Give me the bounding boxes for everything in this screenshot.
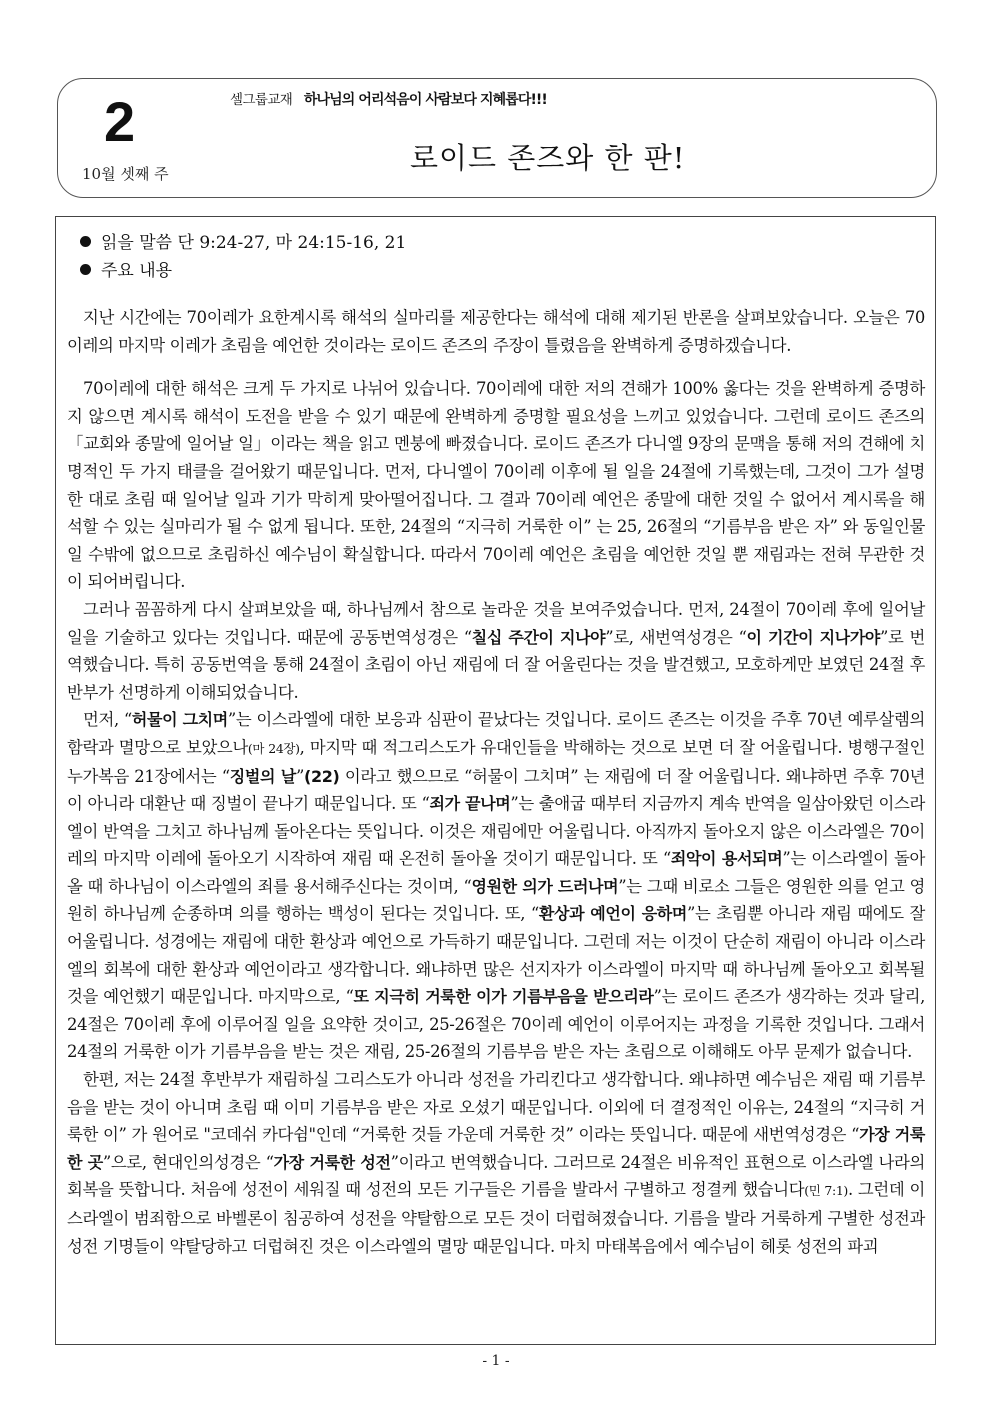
summary-line <box>80 256 172 281</box>
bullet-icon <box>80 236 91 247</box>
paragraph <box>67 706 925 1066</box>
paragraph-text: ”는 초림뿐 아니라 재림 때에도 잘 어울립니다. 성경에는 재림에 대한 환상과 예언으로 가득하기 때문입니다. 그런데 저는 이것이 단순히 재림이 아니라 이스라엘의 회복에 대한 환상과 예언이라고 생각합니다. 왜냐하면 많은 선지자가 이스라엘이 마지막 때 하나님께 돌아오고 회복될 것을 예언했기 때문입니다. 마지막으로, “ <box>67 904 925 1007</box>
paragraph-text: ” <box>295 766 304 786</box>
emphasis-text: 징벌의 날 <box>229 766 296 786</box>
reading-line <box>80 228 406 253</box>
emphasis-text: 가장 거룩한 곳 <box>67 1125 925 1172</box>
week-label: 10월 셋째 주 <box>82 165 169 183</box>
emphasis-text: 칠십 주간이 지나야 <box>471 627 606 647</box>
paragraph-text: 그러나 꼼꼼하게 다시 살펴보았을 때, 하나님께서 참으로 놀라운 것을 보여주었습니다. 먼저, 24절이 70이레 후에 일어날 일을 기술하고 있다는 것입니다. 때문에 공동번역성경은 “ <box>67 599 925 647</box>
paragraph <box>67 375 925 596</box>
paragraph-text: ”는 이스라엘이 돌아올 때 하나님이 이스라엘의 죄를 용서해주신다는 것이며, “ <box>67 849 925 896</box>
emphasis-text: 죄악이 용서되며 <box>670 849 783 869</box>
paragraph <box>67 596 925 706</box>
reading-refs: 단 9:24-27, 마 24:15-16, 21 <box>177 233 407 253</box>
paragraph-text: ”는 그때 비로소 그들은 영원한 의를 얻고 영원히 하나님께 순종하며 의를 행하는 백성이 된다는 것입니다. 또, “ <box>67 876 925 924</box>
paragraph-text: ”으로, 현대인의성경은 “ <box>102 1152 274 1172</box>
paragraph-text: 먼저, “ <box>83 710 132 730</box>
emphasis-text: 또 지극히 거룩한 이가 기름부음을 받으리라 <box>353 987 654 1007</box>
paragraph-text: ”로, 새번역성경은 “ <box>605 627 747 647</box>
body-text <box>67 304 925 1260</box>
emphasis-text: 허물이 그치며 <box>131 710 228 730</box>
paragraph-text: 이라고 했으므로 “허물이 그치며” 는 재림에 더 잘 어울립니다. 왜냐하면 주후 70년이 아니라 대환난 때 징벌이 끝나기 때문입니다. 또 “ <box>67 766 925 814</box>
series-label: 셀그룹교재 <box>230 92 293 108</box>
bullet-icon <box>80 264 91 275</box>
emphasis-text: (22) <box>303 766 340 786</box>
reading-label: 읽을 말씀 <box>101 233 173 253</box>
page-number: - 1 - <box>482 1353 510 1369</box>
emphasis-text: 환상과 예언이 응하며 <box>538 904 688 924</box>
emphasis-text: 죄가 끝나며 <box>429 794 511 814</box>
emphasis-text: 이 기간이 지나가야 <box>746 627 881 647</box>
emphasis-text: 가장 거룩한 성전 <box>273 1152 391 1172</box>
paragraph-text: 70이레에 대한 해석은 크게 두 가지로 나뉘어 있습니다. 70이레에 대한 저의 견해가 100% 옳다는 것을 완벽하게 증명하지 않으면 계시록 해석이 도전을 받을 수 있기 때문에 완벽하게 증명할 필요성을 느끼고 있었습니다. 그런데 로이드 존즈의「교회와 종말에 일어날 일」이라는 책을 읽고 멘붕에 빠졌습니다. 로이드 존즈가 다니엘 9장의 문맥을 통해 저의 견해에 치명적인 두 가지 태클을 걸어왔기 때문입니다. 먼저, 다니엘이 70이레 이후에 될 일을 24절에 기록했는데, 그것이 그가 설명한 대로 초림 때 일어날 일과 기가 막히게 맞아떨어집니다. 그 결과 70이레 예언은 종말에 대한 것일 수 없어서 계시록을 해석할 수 있는 실마리가 될 수 없게 됩니다. 또한, 24절의 “지극히 거룩한 이” 는 25, 26절의 “기름부음 받은 자” 와 동일인물일 수밖에 없으므로 초림하신 예수님이 확실합니다. 따라서 70이레 예언은 초림을 예언한 것일 뿐 재림과는 전혀 무관한 것이 되어버립니다. <box>67 379 925 592</box>
paragraph-text: ”로 번역했습니다. 특히 공동번역을 통해 24절이 초림이 아닌 재림에 더 잘 어울린다는 것을 발견했고, 모호하게만 보였던 24절 후반부가 선명하게 이해되었습니다. <box>67 627 925 702</box>
series-line <box>230 88 547 109</box>
paragraph-text: , 마지막 때 적그리스도가 유대인들을 박해하는 것으로 보면 더 잘 어울립니다. 병행구절인 누가복음 21장에서는 “ <box>67 737 925 786</box>
page-title: 로이드 존즈와 한 판! <box>410 141 686 175</box>
series-slogan: 하나님의 어리석음이 사람보다 지혜롭다!!! <box>303 92 547 108</box>
paragraph-text: 한편, 저는 24절 후반부가 재림하실 그리스도가 아니라 성전을 가리킨다고 생각합니다. 왜냐하면 예수님은 재림 때 기름부음을 받는 것이 아니며 초림 때 이미 기름부음 받은 자로 오셨기 때문입니다. 이외에 더 결정적인 이유는, 24절의 “지극히 거룩한 이” 가 원어로 "코데쉬 카다쉼"인데 “거룩한 것들 가운데 거룩한 것” 이라는 뜻입니다. 때문에 새번역성경은 “ <box>67 1070 925 1145</box>
paragraph-text: ”는 출애굽 때부터 지금까지 계속 반역을 일삼아왔던 이스라엘이 반역을 그치고 하나님께 돌아온다는 뜻입니다. 이것은 재림에만 어울립니다. 아직까지 돌아오지 않은 이스라엘은 70이레의 마지막 이레에 돌아오기 시작하여 재림 때 온전히 돌아올 것이기 때문입니다. 또 “ <box>67 794 925 869</box>
paragraph-text: ”는 로이드 존즈가 생각하는 것과 달리, 24절은 70이레 후에 이루어질 일을 요약한 것이고, 25-26절은 70이레 예언이 이루어지는 과정을 기록한 것입니다. 그래서 24절의 거룩한 이가 기름부음을 받는 것은 재림, 25-26절의 기름부음 받은 자는 초림으로 이해해도 아무 문제가 없습니다. <box>67 987 925 1062</box>
paragraph-text: 지난 시간에는 70이레가 요한계시록 해석의 실마리를 제공한다는 해석에 대해 제기된 반론을 살펴보았습니다. 오늘은 70이레의 마지막 이레가 초림을 예언한 것이라는 로이드 존즈의 주장이 틀렸음을 완벽하게 증명하겠습니다. <box>67 308 925 355</box>
lesson-number: 2 <box>104 90 136 153</box>
citation-text: (민 7:1) <box>804 1183 848 1199</box>
paragraph-text: ”이라고 번역했습니다. 그러므로 24절은 비유적인 표현으로 이스라엘 나라의 회복을 뜻합니다. 처음에 성전이 세워질 때 성전의 모든 기구들은 기름을 발라서 구별하고 정결케 했습니다 <box>67 1152 925 1200</box>
paragraph-text: . 그런데 이스라엘이 범죄함으로 바벨론이 침공하여 성전을 약탈함으로 모든 것이 더럽혀졌습니다. 기름을 발라 거룩하게 구별한 성전과 성전 기명들이 약탈당하고 더럽혀진 것은 이스라엘의 멸망 때문입니다. 마치 마태복음에서 예수님이 헤롯 성전의 파괴 <box>67 1180 925 1256</box>
summary-label: 주요 내용 <box>101 261 173 281</box>
citation-text: (마 24장) <box>247 740 300 756</box>
paragraph <box>67 304 925 359</box>
emphasis-text: 영원한 의가 드러나며 <box>471 876 619 896</box>
paragraph-text: ”는 이스라엘에 대한 보응과 심판이 끝났다는 것입니다. 로이드 존즈는 이것을 주후 70년 예루살렘의 함락과 멸망으로 보았으나 <box>67 710 925 757</box>
paragraph <box>67 1066 925 1260</box>
